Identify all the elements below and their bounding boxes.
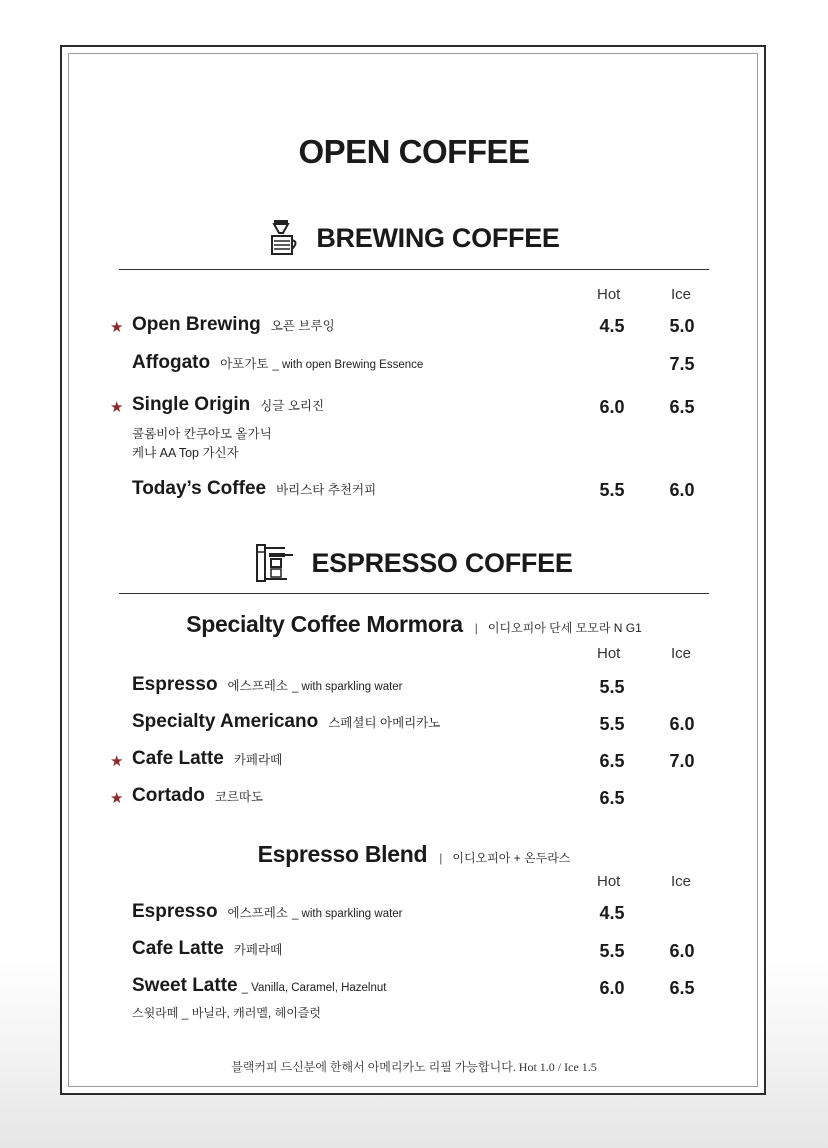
menu-item-specialty-americano (132, 711, 440, 735)
price-ice: 6.0 (669, 480, 695, 500)
espresso-divider (119, 593, 709, 594)
item-korean-name: 에스프레소 (227, 906, 288, 920)
signature-star-icon: ★ (110, 319, 124, 336)
espresso-heading-label: ESPRESSO COFFEE (311, 547, 573, 578)
specialty-col-hot: Hot (597, 645, 621, 662)
subheading-name: Specialty Coffee Mormora (186, 611, 463, 637)
signature-star-icon: ★ (110, 753, 124, 770)
item-description: _ Vanilla, Caramel, Hazelnut (241, 982, 387, 994)
item-name: Cafe Latte (132, 938, 224, 959)
espresso-section-heading (0, 543, 828, 583)
price-hot: 6.5 (599, 751, 625, 771)
item-korean-name: 오픈 브루잉 (270, 319, 335, 333)
item-name: Single Origin (132, 394, 251, 415)
item-name: Today’s Coffee (132, 478, 267, 499)
item-name: Open Brewing (132, 314, 261, 335)
brewing-col-hot: Hot (597, 286, 621, 303)
menu-item-single-origin (132, 394, 324, 418)
specialty-col-ice: Ice (671, 645, 692, 662)
price-hot: 5.5 (599, 941, 625, 961)
subheading-separator: | (474, 621, 478, 635)
signature-star-icon: ★ (110, 790, 124, 807)
menu-item-todays-coffee (132, 478, 376, 502)
blend-col-ice: Ice (671, 873, 692, 890)
bean-line: 콜롬비아 칸쿠아모 올가닉 (132, 427, 272, 441)
item-korean-name: 카페라떼 (233, 753, 283, 767)
item-korean-name: 싱글 오리진 (260, 399, 325, 413)
refill-footer-note: 블랙커피 드신분에 한해서 아메리카노 리필 가능합니다. Hot 1.0 / Ice 1.5 (231, 1060, 597, 1074)
menu-item-sweet-latte (132, 975, 386, 999)
subheading-separator: | (439, 851, 443, 865)
item-name: Specialty Americano (132, 711, 319, 732)
menu-title: OPEN COFFEE (298, 133, 530, 170)
price-hot: 5.5 (599, 480, 625, 500)
specialty-subheading (0, 611, 828, 638)
menu-item-blend-espresso (132, 901, 403, 925)
brewing-heading-label: BREWING COFFEE (316, 222, 560, 253)
subheading-origin: 이디오피아 단세 모모라 N G1 (487, 621, 642, 635)
brewing-col-ice: Ice (671, 286, 692, 303)
price-hot: 4.5 (599, 316, 625, 336)
price-ice: 6.5 (669, 397, 695, 417)
item-description: _ with sparkling water (291, 908, 403, 920)
item-name: Cafe Latte (132, 748, 224, 769)
subheading-origin: 이디오피아 + 온두라스 (452, 851, 571, 865)
item-name: Espresso (132, 674, 218, 695)
price-hot: 5.5 (599, 677, 625, 697)
item-korean-name: 아포가토 (220, 357, 269, 371)
price-ice: 6.0 (669, 714, 695, 734)
price-ice: 7.0 (669, 751, 695, 771)
menu-item-espresso (132, 674, 403, 698)
item-description: _ with sparkling water (291, 681, 403, 693)
item-korean-name: 에스프레소 (227, 679, 288, 693)
price-hot: 6.0 (599, 397, 625, 417)
single-origin-beans (132, 425, 272, 463)
menu-item-cafe-latte (132, 748, 282, 772)
price-hot: 4.5 (599, 903, 625, 923)
item-name: Cortado (132, 785, 205, 806)
price-hot: 6.0 (599, 978, 625, 998)
espresso-machine-icon (255, 543, 297, 583)
item-name: Sweet Latte (132, 975, 238, 996)
bean-line: 케냐 AA Top 가신자 (132, 446, 239, 460)
item-korean-name: 바리스타 추천커피 (276, 483, 377, 497)
item-korean-name: 카페라떼 (233, 943, 283, 957)
price-ice: 7.5 (669, 354, 695, 374)
blend-subheading (0, 841, 828, 868)
item-korean-name: 스페셜티 아메리카노 (328, 716, 441, 730)
subheading-name: Espresso Blend (257, 841, 428, 867)
menu-item-affogato (132, 352, 423, 376)
brewing-section-heading (0, 218, 828, 258)
price-hot: 5.5 (599, 714, 625, 734)
item-korean-name: 코르따도 (214, 790, 264, 804)
price-ice: 6.0 (669, 941, 695, 961)
item-name: Espresso (132, 901, 218, 922)
item-description: _ with open Brewing Essence (272, 359, 424, 371)
pour-over-icon (268, 218, 302, 258)
menu-item-cortado (132, 785, 263, 809)
menu-item-blend-cafe-latte (132, 938, 282, 962)
blend-col-hot: Hot (597, 873, 621, 890)
price-hot: 6.5 (599, 788, 625, 808)
menu-item-open-brewing (132, 314, 335, 338)
signature-star-icon: ★ (110, 399, 124, 416)
sweet-latte-note: 스윗라떼 _ 바닐라, 캐러멜, 헤이즐럿 (132, 1006, 321, 1020)
item-name: Affogato (132, 352, 211, 373)
price-ice: 6.5 (669, 978, 695, 998)
brewing-divider (119, 269, 709, 270)
price-ice: 5.0 (669, 316, 695, 336)
